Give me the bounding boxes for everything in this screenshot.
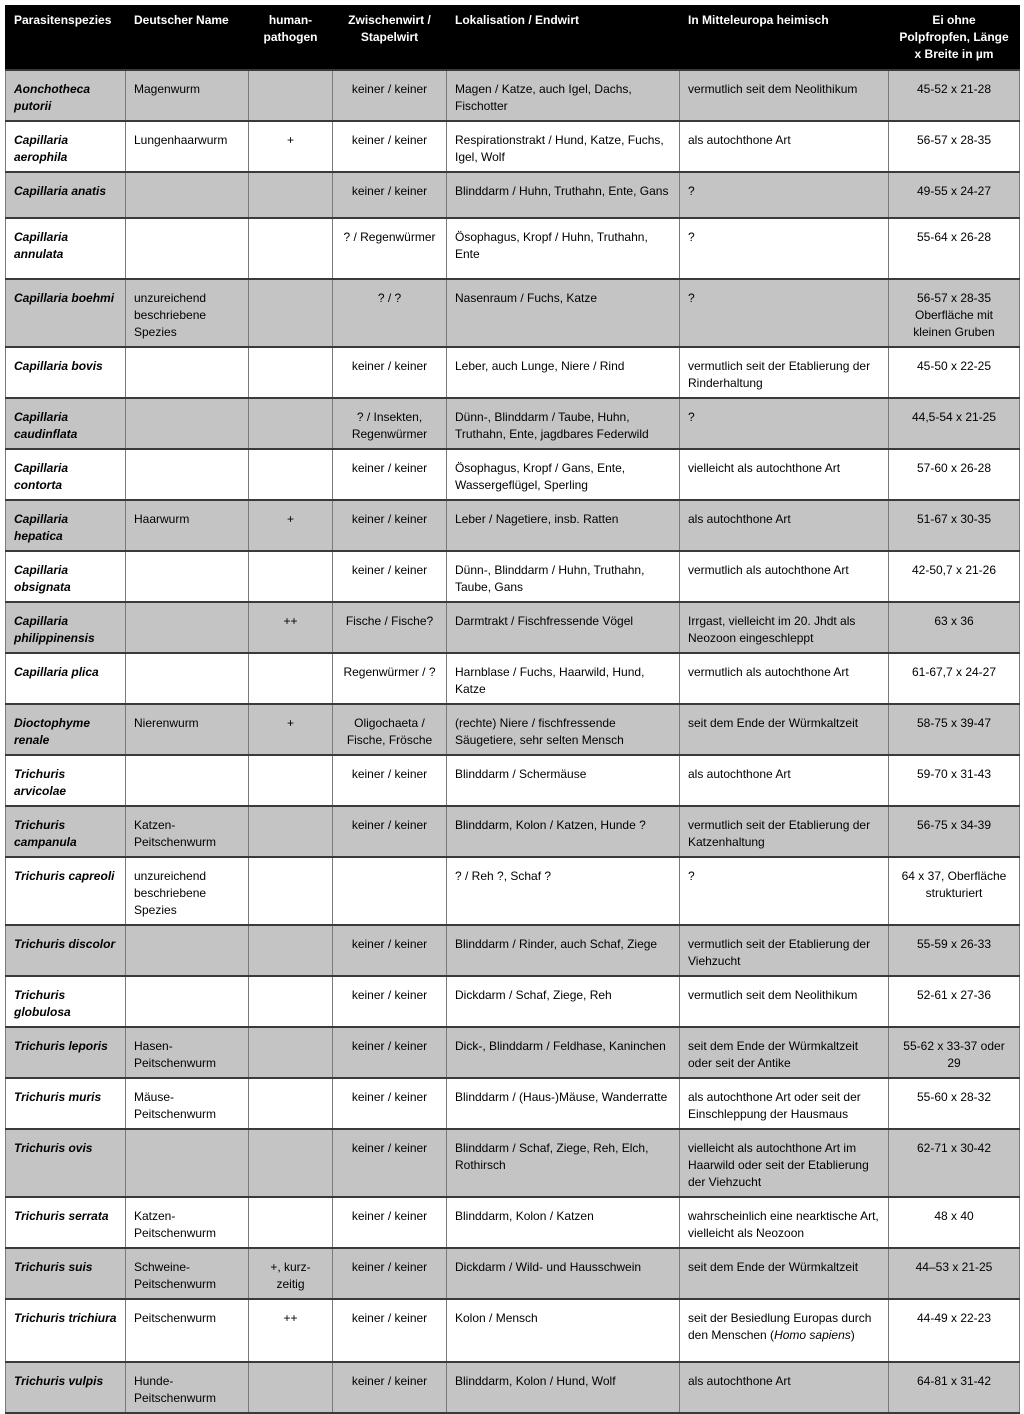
intermediate-host-cell: keiner / keiner xyxy=(333,1129,447,1197)
german-name-cell xyxy=(126,449,249,500)
native-cell: seit dem Ende der Würmkaltzeit xyxy=(680,1248,889,1299)
egg-size-cell: 55-59 x 26-33 xyxy=(889,925,1020,976)
location-cell: (rechte) Niere / fischfressende Säugetiere, sehr selten Mensch xyxy=(447,704,680,755)
human-pathogen-cell xyxy=(249,347,333,398)
table-row xyxy=(6,1027,1020,1078)
human-pathogen-cell xyxy=(249,1197,333,1248)
species-cell: Capillaria caudinflata xyxy=(6,398,126,449)
species-cell: Aonchotheca putorii xyxy=(6,70,126,121)
table-row xyxy=(6,925,1020,976)
human-pathogen-cell: ++ xyxy=(249,1299,333,1362)
table-row xyxy=(6,398,1020,449)
location-cell: Darmtrakt / Fischfressende Vögel xyxy=(447,602,680,653)
egg-size-cell: 58-75 x 39-47 xyxy=(889,704,1020,755)
german-name-cell xyxy=(126,347,249,398)
location-cell: Blinddarm, Kolon / Hund, Wolf xyxy=(447,1362,680,1413)
native-cell: vermutlich seit dem Neolithikum xyxy=(680,70,889,121)
human-pathogen-cell xyxy=(249,806,333,857)
table-header xyxy=(6,6,1020,71)
german-name-cell: Katzen-Peitschenwurm xyxy=(126,1197,249,1248)
native-cell: als autochthone Art oder seit der Einschleppung der Hausmaus xyxy=(680,1078,889,1129)
location-cell: Magen / Katze, auch Igel, Dachs, Fischotter xyxy=(447,70,680,121)
table-row xyxy=(6,857,1020,925)
parasite-table xyxy=(5,5,1020,1414)
table-row xyxy=(6,1362,1020,1413)
header-egg-size: Ei ohne Polpfropfen, Länge x Breite in µm xyxy=(889,6,1020,71)
intermediate-host-cell: ? / ? xyxy=(333,279,447,347)
species-cell: Dioctophyme renale xyxy=(6,704,126,755)
species-cell: Trichuris capreoli xyxy=(6,857,126,925)
table-row xyxy=(6,602,1020,653)
human-pathogen-cell xyxy=(249,279,333,347)
egg-size-cell: 45-50 x 22-25 xyxy=(889,347,1020,398)
species-cell: Trichuris vulpis xyxy=(6,1362,126,1413)
location-cell: Blinddarm / Huhn, Truthahn, Ente, Gans xyxy=(447,172,680,218)
table-row xyxy=(6,279,1020,347)
table-row xyxy=(6,70,1020,121)
egg-size-cell: 57-60 x 26-28 xyxy=(889,449,1020,500)
location-cell: Dickdarm / Schaf, Ziege, Reh xyxy=(447,976,680,1027)
table-row xyxy=(6,1299,1020,1362)
location-cell: Ösophagus, Kropf / Gans, Ente, Wassergeflügel, Sperling xyxy=(447,449,680,500)
native-cell: wahrscheinlich eine nearktische Art, vielleicht als Neozoon xyxy=(680,1197,889,1248)
species-cell: Capillaria contorta xyxy=(6,449,126,500)
table-row xyxy=(6,704,1020,755)
human-pathogen-cell xyxy=(249,551,333,602)
intermediate-host-cell: ? / Insekten, Regenwürmer xyxy=(333,398,447,449)
intermediate-host-cell: keiner / keiner xyxy=(333,1197,447,1248)
native-cell: vermutlich seit der Etablierung der Viehzucht xyxy=(680,925,889,976)
table-row xyxy=(6,1197,1020,1248)
species-cell: Trichuris discolor xyxy=(6,925,126,976)
german-name-cell: unzureichend beschriebene Spezies xyxy=(126,279,249,347)
species-cell: Capillaria bovis xyxy=(6,347,126,398)
table-row xyxy=(6,347,1020,398)
native-cell: vermutlich als autochthone Art xyxy=(680,551,889,602)
german-name-cell: Schweine-Peitschenwurm xyxy=(126,1248,249,1299)
intermediate-host-cell: keiner / keiner xyxy=(333,1248,447,1299)
human-pathogen-cell: + xyxy=(249,121,333,172)
intermediate-host-cell xyxy=(333,857,447,925)
human-pathogen-cell xyxy=(249,398,333,449)
intermediate-host-cell: keiner / keiner xyxy=(333,976,447,1027)
german-name-cell: Katzen-Peitschenwurm xyxy=(126,806,249,857)
header-human-pathogen: human-pathogen xyxy=(249,6,333,71)
human-pathogen-cell: + xyxy=(249,704,333,755)
header-species: Parasitenspezies xyxy=(6,6,126,71)
table-row xyxy=(6,551,1020,602)
location-cell: Dickdarm / Wild- und Hausschwein xyxy=(447,1248,680,1299)
native-cell: seit dem Ende der Würmkaltzeit oder seit der Antike xyxy=(680,1027,889,1078)
german-name-cell xyxy=(126,218,249,279)
german-name-cell xyxy=(126,1129,249,1197)
intermediate-host-cell: keiner / keiner xyxy=(333,449,447,500)
species-cell: Capillaria annulata xyxy=(6,218,126,279)
native-cell: ? xyxy=(680,218,889,279)
german-name-cell: Lungenhaarwurm xyxy=(126,121,249,172)
location-cell: Dünn-, Blinddarm / Taube, Huhn, Truthahn, Ente, jagdbares Federwild xyxy=(447,398,680,449)
native-cell: vermutlich seit dem Neolithikum xyxy=(680,976,889,1027)
intermediate-host-cell: ? / Regenwürmer xyxy=(333,218,447,279)
egg-size-cell: 61-67,7 x 24-27 xyxy=(889,653,1020,704)
german-name-cell xyxy=(126,602,249,653)
native-cell: als autochthone Art xyxy=(680,500,889,551)
table-body xyxy=(6,70,1020,1413)
egg-size-cell: 55-62 x 33-37 oder 29 xyxy=(889,1027,1020,1078)
native-cell: ? xyxy=(680,857,889,925)
german-name-cell xyxy=(126,925,249,976)
table-row xyxy=(6,806,1020,857)
native-cell: seit dem Ende der Würmkaltzeit xyxy=(680,704,889,755)
location-cell: Leber / Nagetiere, insb. Ratten xyxy=(447,500,680,551)
location-cell: Blinddarm / Schermäuse xyxy=(447,755,680,806)
location-cell: Leber, auch Lunge, Niere / Rind xyxy=(447,347,680,398)
human-pathogen-cell xyxy=(249,1078,333,1129)
location-cell: ? / Reh ?, Schaf ? xyxy=(447,857,680,925)
table-row xyxy=(6,755,1020,806)
table-row xyxy=(6,653,1020,704)
native-cell: vermutlich als autochthone Art xyxy=(680,653,889,704)
location-cell: Ösophagus, Kropf / Huhn, Truthahn, Ente xyxy=(447,218,680,279)
native-cell: als autochthone Art xyxy=(680,1362,889,1413)
human-pathogen-cell xyxy=(249,218,333,279)
german-name-cell: unzureichend beschriebene Spezies xyxy=(126,857,249,925)
egg-size-cell: 64-81 x 31-42 xyxy=(889,1362,1020,1413)
german-name-cell xyxy=(126,551,249,602)
intermediate-host-cell: keiner / keiner xyxy=(333,121,447,172)
header-german-name: Deutscher Name xyxy=(126,6,249,71)
native-cell: als autochthone Art xyxy=(680,755,889,806)
egg-size-cell: 44-49 x 22-23 xyxy=(889,1299,1020,1362)
egg-size-cell: 59-70 x 31-43 xyxy=(889,755,1020,806)
intermediate-host-cell: keiner / keiner xyxy=(333,1299,447,1362)
location-cell: Dünn-, Blinddarm / Huhn, Truthahn, Taube, Gans xyxy=(447,551,680,602)
species-cell: Trichuris trichiura xyxy=(6,1299,126,1362)
table-row xyxy=(6,1078,1020,1129)
egg-size-cell: 64 x 37, Oberfläche strukturiert xyxy=(889,857,1020,925)
location-cell: Nasenraum / Fuchs, Katze xyxy=(447,279,680,347)
location-cell: Harnblase / Fuchs, Haarwild, Hund, Katze xyxy=(447,653,680,704)
human-pathogen-cell: ++ xyxy=(249,602,333,653)
species-cell: Capillaria aerophila xyxy=(6,121,126,172)
german-name-cell: Peitschenwurm xyxy=(126,1299,249,1362)
native-text-italic: Homo sapiens xyxy=(774,1328,851,1342)
german-name-cell xyxy=(126,653,249,704)
location-cell: Blinddarm, Kolon / Katzen xyxy=(447,1197,680,1248)
species-cell: Trichuris serrata xyxy=(6,1197,126,1248)
species-cell: Capillaria hepatica xyxy=(6,500,126,551)
species-cell: Capillaria boehmi xyxy=(6,279,126,347)
egg-size-cell: 52-61 x 27-36 xyxy=(889,976,1020,1027)
intermediate-host-cell: keiner / keiner xyxy=(333,70,447,121)
egg-size-cell: 63 x 36 xyxy=(889,602,1020,653)
native-cell: vielleicht als autochthone Art xyxy=(680,449,889,500)
egg-size-cell: 51-67 x 30-35 xyxy=(889,500,1020,551)
intermediate-host-cell: keiner / keiner xyxy=(333,755,447,806)
native-text: seit der Besiedlung Europas durch den Menschen ( xyxy=(688,1311,872,1342)
native-cell xyxy=(680,1299,889,1362)
native-text-after: ) xyxy=(850,1328,855,1342)
german-name-cell xyxy=(126,398,249,449)
intermediate-host-cell: keiner / keiner xyxy=(333,347,447,398)
human-pathogen-cell xyxy=(249,653,333,704)
intermediate-host-cell: Oligochaeta / Fische, Frösche xyxy=(333,704,447,755)
egg-size-cell: 49-55 x 24-27 xyxy=(889,172,1020,218)
human-pathogen-cell xyxy=(249,755,333,806)
species-cell: Trichuris ovis xyxy=(6,1129,126,1197)
header-native: In Mitteleuropa heimisch xyxy=(680,6,889,71)
egg-size-cell: 45-52 x 21-28 xyxy=(889,70,1020,121)
egg-size-cell: 48 x 40 xyxy=(889,1197,1020,1248)
header-location-final-host: Lokalisation / Endwirt xyxy=(447,6,680,71)
human-pathogen-cell xyxy=(249,172,333,218)
native-cell: als autochthone Art xyxy=(680,121,889,172)
table-row xyxy=(6,1129,1020,1197)
human-pathogen-cell xyxy=(249,925,333,976)
location-cell: Blinddarm / Schaf, Ziege, Reh, Elch, Rothirsch xyxy=(447,1129,680,1197)
egg-size-cell: 55-60 x 28-32 xyxy=(889,1078,1020,1129)
species-cell: Trichuris suis xyxy=(6,1248,126,1299)
native-cell: vielleicht als autochthone Art im Haarwild oder seit der Etablierung der Viehzucht xyxy=(680,1129,889,1197)
egg-size-cell: 56-57 x 28-35 xyxy=(889,121,1020,172)
egg-size-cell: 62-71 x 30-42 xyxy=(889,1129,1020,1197)
human-pathogen-cell: + xyxy=(249,500,333,551)
location-cell: Dick-, Blinddarm / Feldhase, Kaninchen xyxy=(447,1027,680,1078)
native-cell: ? xyxy=(680,172,889,218)
location-cell: Kolon / Mensch xyxy=(447,1299,680,1362)
table-row xyxy=(6,449,1020,500)
native-cell: Irrgast, vielleicht im 20. Jhdt als Neozoon eingeschleppt xyxy=(680,602,889,653)
intermediate-host-cell: keiner / keiner xyxy=(333,172,447,218)
intermediate-host-cell: keiner / keiner xyxy=(333,1078,447,1129)
human-pathogen-cell: +, kurz-zeitig xyxy=(249,1248,333,1299)
human-pathogen-cell xyxy=(249,1129,333,1197)
egg-size-cell: 42-50,7 x 21-26 xyxy=(889,551,1020,602)
species-cell: Trichuris arvicolae xyxy=(6,755,126,806)
table-row xyxy=(6,218,1020,279)
header-intermediate-host: Zwischenwirt / Stapelwirt xyxy=(333,6,447,71)
species-cell: Capillaria obsignata xyxy=(6,551,126,602)
german-name-cell xyxy=(126,172,249,218)
intermediate-host-cell: keiner / keiner xyxy=(333,551,447,602)
egg-size-cell: 56-75 x 34-39 xyxy=(889,806,1020,857)
species-cell: Capillaria plica xyxy=(6,653,126,704)
location-cell: Blinddarm / (Haus-)Mäuse, Wanderratte xyxy=(447,1078,680,1129)
human-pathogen-cell xyxy=(249,1027,333,1078)
german-name-cell: Magenwurm xyxy=(126,70,249,121)
species-cell: Capillaria anatis xyxy=(6,172,126,218)
egg-size-cell: 56-57 x 28-35 Oberfläche mit kleinen Gruben xyxy=(889,279,1020,347)
native-cell: vermutlich seit der Etablierung der Rinderhaltung xyxy=(680,347,889,398)
intermediate-host-cell: Fische / Fische? xyxy=(333,602,447,653)
intermediate-host-cell: keiner / keiner xyxy=(333,925,447,976)
species-cell: Trichuris campanula xyxy=(6,806,126,857)
german-name-cell: Mäuse-Peitschenwurm xyxy=(126,1078,249,1129)
german-name-cell: Haarwurm xyxy=(126,500,249,551)
native-cell: ? xyxy=(680,279,889,347)
intermediate-host-cell: keiner / keiner xyxy=(333,1027,447,1078)
table-row xyxy=(6,976,1020,1027)
location-cell: Blinddarm, Kolon / Katzen, Hunde ? xyxy=(447,806,680,857)
egg-size-cell: 44,5-54 x 21-25 xyxy=(889,398,1020,449)
native-cell: ? xyxy=(680,398,889,449)
egg-size-cell: 55-64 x 26-28 xyxy=(889,218,1020,279)
species-cell: Trichuris leporis xyxy=(6,1027,126,1078)
german-name-cell xyxy=(126,976,249,1027)
human-pathogen-cell xyxy=(249,976,333,1027)
species-cell: Capillaria philippinensis xyxy=(6,602,126,653)
egg-size-cell: 44–53 x 21-25 xyxy=(889,1248,1020,1299)
intermediate-host-cell: keiner / keiner xyxy=(333,1362,447,1413)
table-row xyxy=(6,1248,1020,1299)
human-pathogen-cell xyxy=(249,857,333,925)
human-pathogen-cell xyxy=(249,1362,333,1413)
german-name-cell: Hunde-Peitschenwurm xyxy=(126,1362,249,1413)
header-row xyxy=(6,6,1020,71)
german-name-cell xyxy=(126,755,249,806)
table-row xyxy=(6,172,1020,218)
german-name-cell: Nierenwurm xyxy=(126,704,249,755)
intermediate-host-cell: keiner / keiner xyxy=(333,806,447,857)
intermediate-host-cell: keiner / keiner xyxy=(333,500,447,551)
table-row xyxy=(6,121,1020,172)
species-cell: Trichuris globulosa xyxy=(6,976,126,1027)
german-name-cell: Hasen-Peitschenwurm xyxy=(126,1027,249,1078)
human-pathogen-cell xyxy=(249,449,333,500)
human-pathogen-cell xyxy=(249,70,333,121)
species-cell: Trichuris muris xyxy=(6,1078,126,1129)
intermediate-host-cell: Regenwürmer / ? xyxy=(333,653,447,704)
location-cell: Blinddarm / Rinder, auch Schaf, Ziege xyxy=(447,925,680,976)
location-cell: Respirationstrakt / Hund, Katze, Fuchs, Igel, Wolf xyxy=(447,121,680,172)
native-cell: vermutlich seit der Etablierung der Katzenhaltung xyxy=(680,806,889,857)
table-row xyxy=(6,500,1020,551)
